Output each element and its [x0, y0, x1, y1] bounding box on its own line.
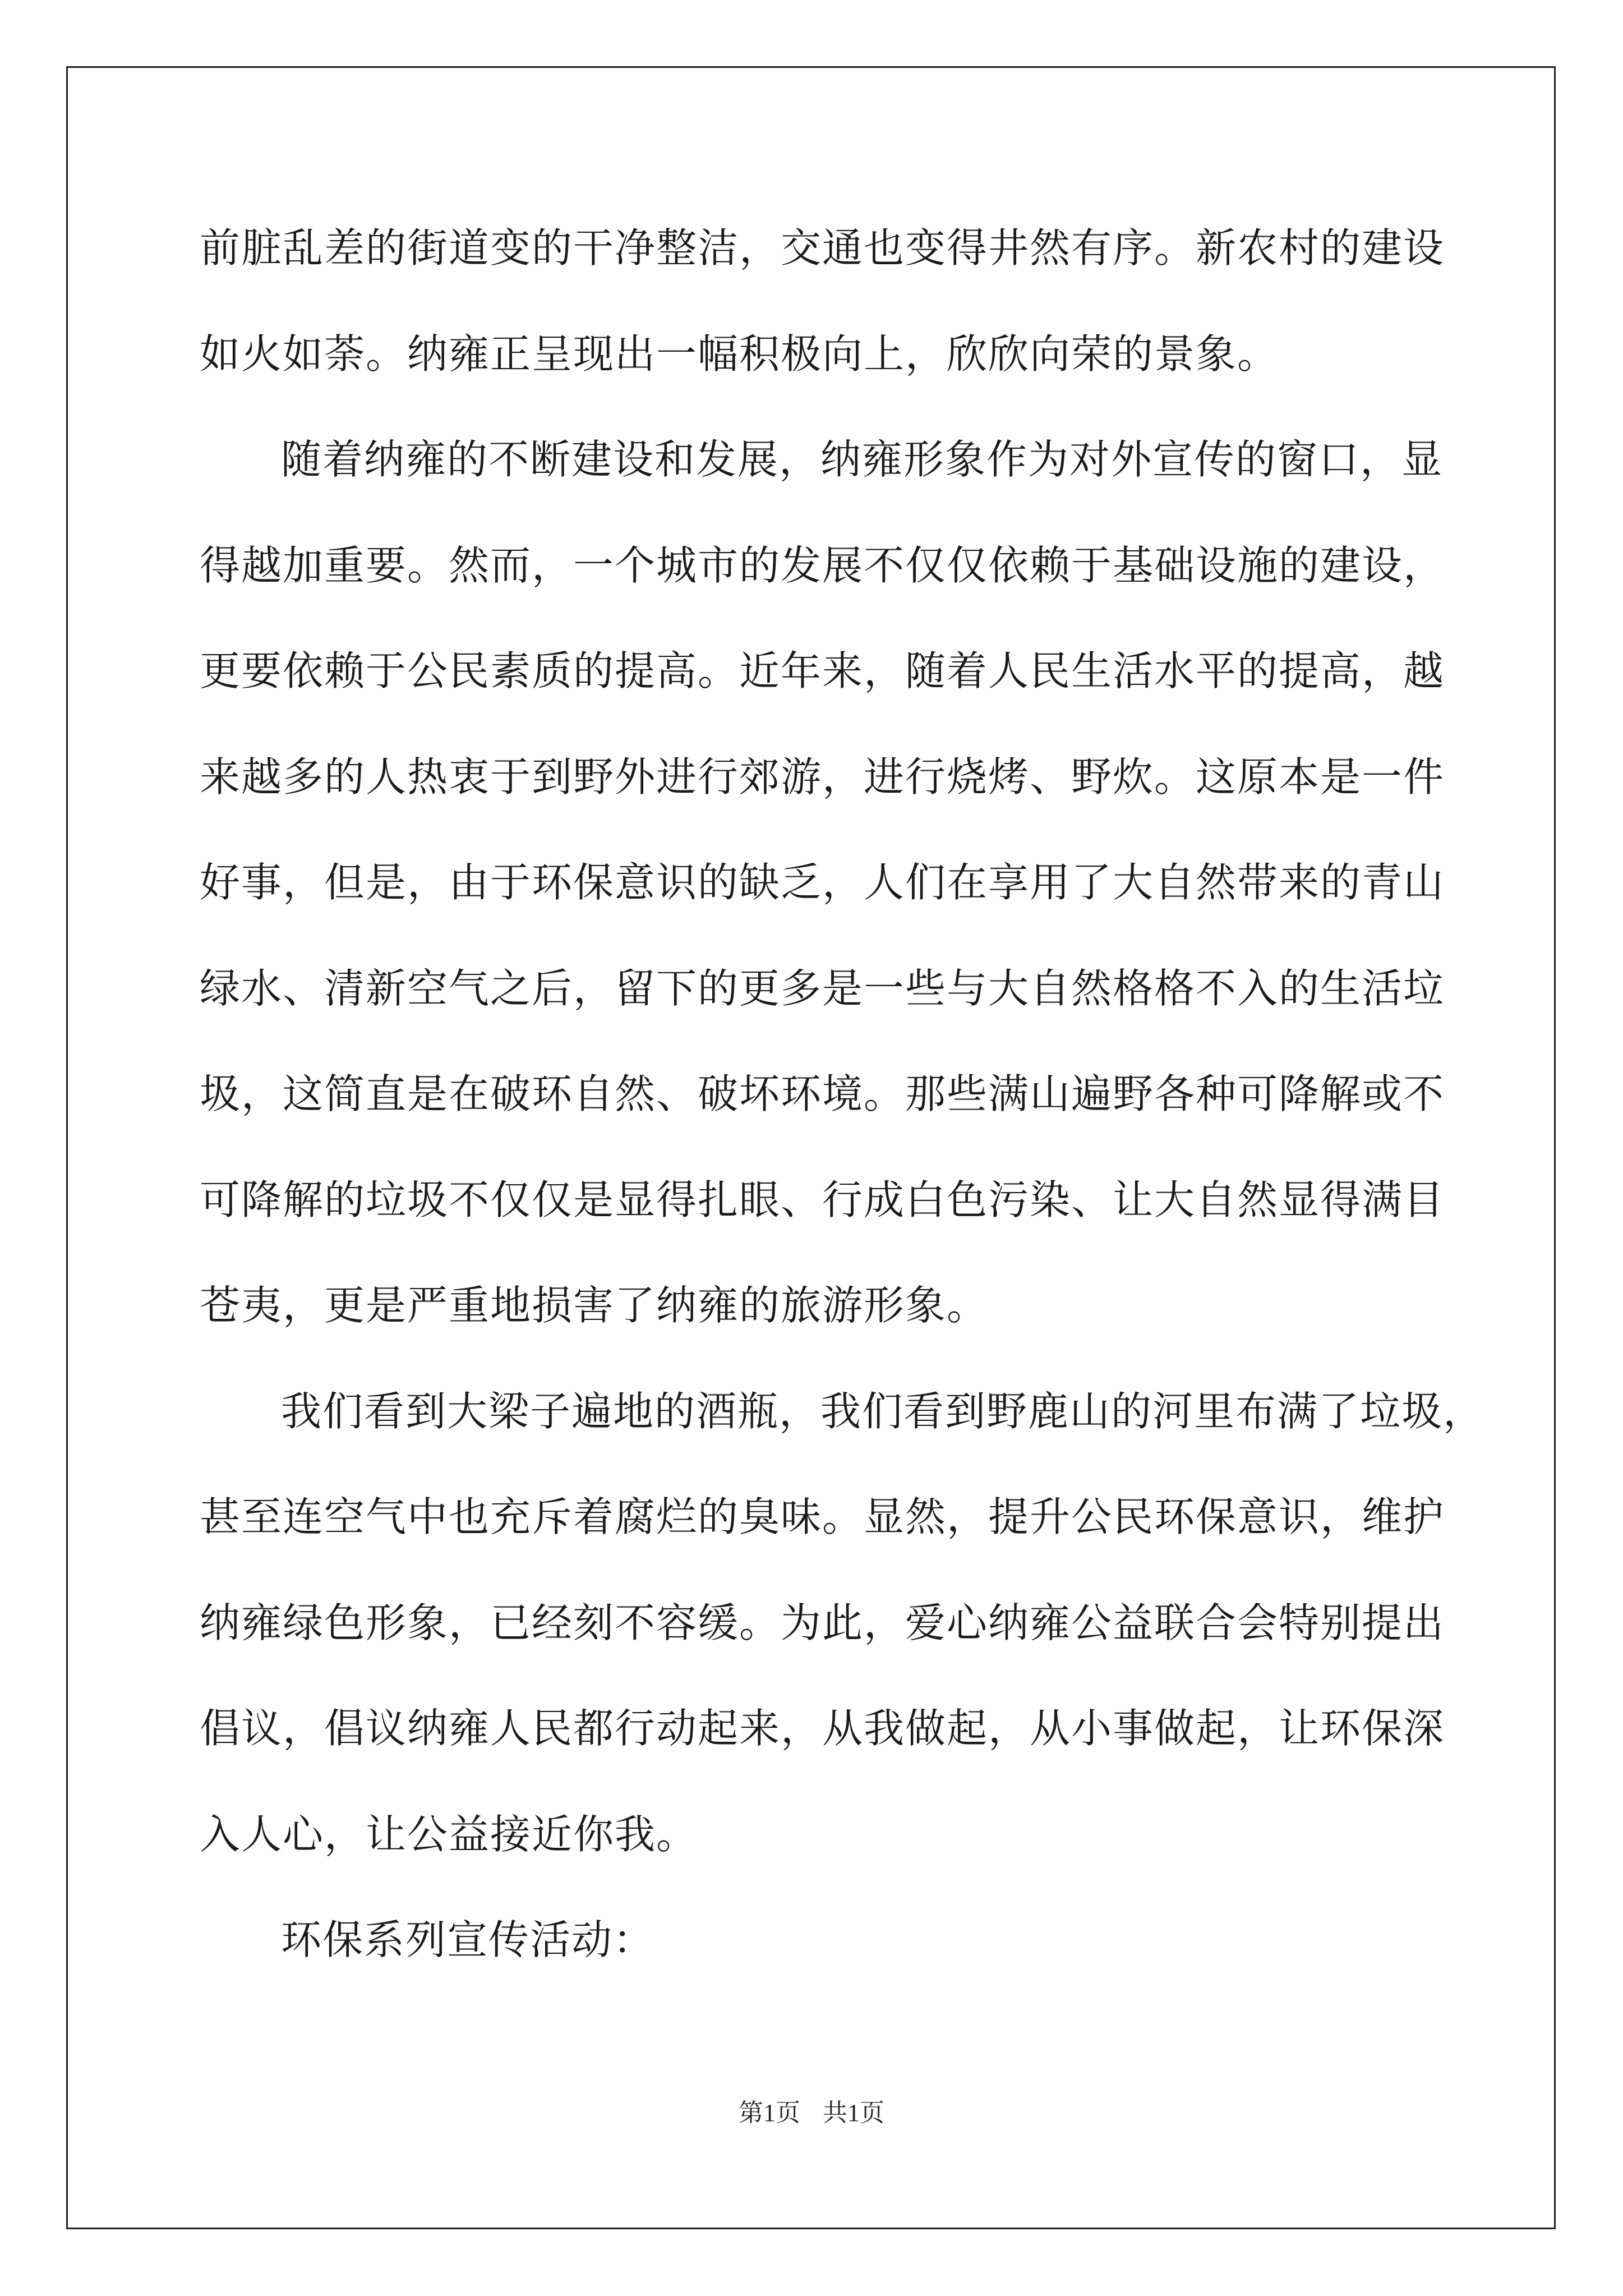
text-line-14: 纳雍绿色形象，已经刻不容缓。为此，爱心纳雍公益联合会特别提出: [200, 1599, 1445, 1646]
text-line-3: 随着纳雍的不断建设和发展，纳雍形象作为对外宣传的窗口，显: [281, 436, 1444, 483]
page-number: 第1页: [739, 2099, 800, 2127]
text-line-13: 甚至连空气中也充斥着腐烂的臭味。显然，提升公民环保意识，维护: [200, 1493, 1445, 1540]
text-line-17: 环保系列宣传活动：: [281, 1916, 655, 1963]
text-line-2: 如火如荼。纳雍正呈现出一幅积极向上，欣欣向荣的景象。: [200, 330, 1279, 378]
text-line-11: 苍夷，更是严重地损害了纳雍的旅游形象。: [200, 1282, 989, 1329]
text-line-12: 我们看到大梁子遍地的酒瓶，我们看到野鹿山的河里布满了垃圾，: [281, 1387, 1485, 1435]
page-footer: [0, 2092, 1623, 2128]
text-line-10: 可降解的垃圾不仅仅是显得扎眼、行成白色污染、让大自然显得满目: [200, 1176, 1445, 1223]
text-line-4: 得越加重要。然而，一个城市的发展不仅仅依赖于基础设施的建设，: [200, 541, 1445, 589]
text-line-9: 圾，这简直是在破环自然、破坏环境。那些满山遍野各种可降解或不: [200, 1070, 1445, 1117]
text-line-1: 前脏乱差的街道变的干净整洁，交通也变得井然有序。新农村的建设: [200, 224, 1445, 272]
text-line-5: 更要依赖于公民素质的提高。近年来，随着人民生活水平的提高，越: [200, 647, 1445, 694]
document-body: [200, 220, 1485, 2018]
text-line-8: 绿水、清新空气之后，留下的更多是一些与大自然格格不入的生活垃: [200, 964, 1445, 1012]
text-line-7: 好事，但是，由于环保意识的缺乏，人们在享用了大自然带来的青山: [200, 859, 1445, 906]
text-line-15: 倡议，倡议纳雍人民都行动起来，从我做起，从小事做起，让环保深: [200, 1705, 1445, 1752]
page-total: 共1页: [823, 2099, 884, 2127]
text-line-6: 来越多的人热衷于到野外进行郊游，进行烧烤、野炊。这原本是一件: [200, 753, 1445, 800]
text-line-16: 入人心，让公益接近你我。: [200, 1810, 698, 1858]
